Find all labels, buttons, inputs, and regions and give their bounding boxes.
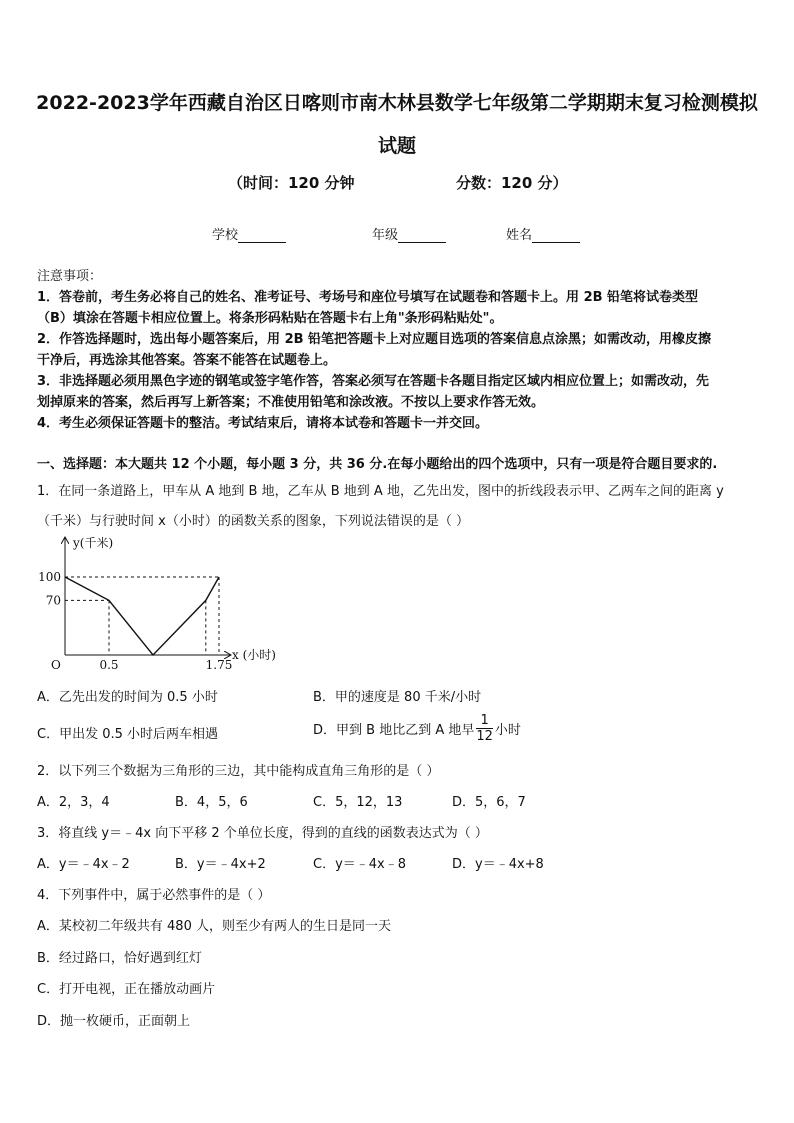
notice-line: （B）填涂在答题卡相应位置上。将条形码粘贴在答题卡右上角"条形码粘贴处"。 (37, 311, 503, 326)
q4-option-c: C．打开电视，正在播放动画片 (37, 982, 216, 997)
q1-option-d-text: D．甲到 B 地比乙到 A 地早 (313, 723, 475, 738)
score-label: 分数：120 分） (456, 174, 568, 192)
q3-option-b: B．y＝﹣4x+2 (175, 857, 266, 872)
fraction-numerator: 1 (476, 713, 493, 729)
q2-option-a: A．2，3，4 (37, 795, 110, 810)
q3-stem: 3．将直线 y＝﹣4x 向下平移 2 个单位长度，得到的直线的函数表达式为（ ） (37, 826, 488, 841)
name-blank (532, 228, 580, 243)
q2-stem: 2．以下列三个数据为三角形的三边，其中能构成直角三角形的是（ ） (37, 764, 440, 779)
notice-line: 4．考生必须保证答题卡的整洁。考试结束后，请将本试卷和答题卡一并交回。 (37, 416, 489, 431)
q1-option-d-unit: 小时 (494, 723, 521, 738)
name-label: 姓名 (506, 228, 533, 243)
y-axis-label: y(千米) (73, 536, 114, 550)
notice-line: 2．作答选择题时，选出每小题答案后，用 2B 铅笔把答题卡上对应题目选项的答案信息点涂黑；如需改动，用橡皮擦 (37, 332, 712, 347)
q4-option-a: A．某校初二年级共有 480 人，则至少有两人的生日是同一天 (37, 919, 391, 934)
distance-line (65, 577, 219, 655)
grade-blank (398, 228, 446, 243)
q1-stem-cont: （千米）与行驶时间 x（小时）的函数关系的图象，下列说法错误的是（ ） (37, 514, 469, 529)
school-blank (238, 228, 286, 243)
q4-option-d: D．抛一枚硬币，正面朝上 (37, 1014, 191, 1029)
q2-option-c: C．5，12，13 (313, 795, 403, 810)
fraction-denominator: 12 (476, 729, 493, 744)
school-field (212, 224, 286, 243)
origin-label: O (51, 658, 61, 672)
notice-line: 划掉原来的答案，然后再写上新答案；不准使用铅笔和涂改液。不按以上要求作答无效。 (37, 395, 545, 410)
q1-option-d (313, 713, 521, 744)
q1-option-b: B．甲的速度是 80 千米/小时 (313, 690, 482, 705)
exam-title-line2: 试题 (377, 135, 416, 157)
q1-stem: 1．在同一条道路上，甲车从 A 地到 B 地，乙车从 B 地到 A 地，乙先出发，图中的折线段表示甲、乙两车之间的距离 y (37, 484, 724, 499)
q3-option-a: A．y＝﹣4x﹣2 (37, 857, 130, 872)
notice-line: 1．答卷前，考生务必将自己的姓名、准考证号、考场号和座位号填写在试题卷和答题卡上。用 2B 铅笔将试卷类型 (37, 290, 699, 305)
q4-option-b: B．经过路口，恰好遇到红灯 (37, 951, 202, 966)
x-axis-label: x (小时) (232, 648, 276, 662)
fraction (476, 713, 493, 744)
q1-chart (30, 530, 290, 675)
q3-option-d: D．y＝﹣4x+8 (452, 857, 544, 872)
y-tick-label: 100 (38, 570, 61, 584)
time-label: （时间：120 分钟 (228, 174, 355, 192)
exam-title: 2022-2023学年西藏自治区日喀则市南木林县数学七年级第二学期期末复习检测模拟 (36, 92, 758, 114)
grade-field (372, 224, 446, 243)
q2-option-d: D．5，6，7 (452, 795, 526, 810)
name-field (506, 224, 580, 243)
notice-title: 注意事项： (37, 269, 103, 284)
q3-option-c: C．y＝﹣4x﹣8 (313, 857, 407, 872)
q2-option-b: B．4，5，6 (175, 795, 248, 810)
y-tick-label: 70 (45, 593, 61, 608)
x-tick-label: 1.75 (205, 658, 233, 672)
school-label: 学校 (212, 228, 239, 243)
q4-stem: 4．下列事件中，属于必然事件的是（ ） (37, 888, 271, 903)
section-heading: 一、选择题：本大题共 12 个小题，每小题 3 分，共 36 分.在每小题给出的四个选项中，只有一项是符合题目要求的. (37, 457, 718, 472)
x-tick-label: 0.5 (99, 658, 119, 672)
notice-line: 3．非选择题必须用黑色字迹的钢笔或签字笔作答，答案必须写在答题卡各题目指定区域内相应位置上；如需改动，先 (37, 374, 710, 389)
q1-option-a: A．乙先出发的时间为 0.5 小时 (37, 690, 218, 705)
grade-label: 年级 (372, 228, 399, 243)
q1-option-c: C．甲出发 0.5 小时后两车相遇 (37, 727, 219, 742)
notice-line: 干净后，再选涂其他答案。答案不能答在试题卷上。 (37, 353, 337, 368)
